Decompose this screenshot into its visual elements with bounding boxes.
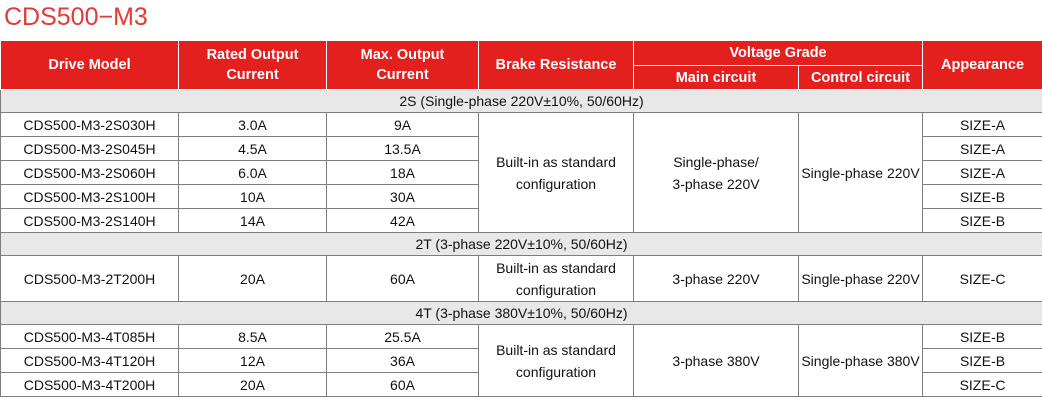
rated-current-cell: 12A bbox=[179, 349, 327, 373]
table-row bbox=[1, 325, 1042, 349]
main-circuit-cell: 3-phase 220V bbox=[634, 256, 799, 302]
max-current-cell: 60A bbox=[327, 373, 479, 397]
drive-model-cell: CDS500-M3-4T120H bbox=[1, 349, 179, 373]
rated-current-cell: 4.5A bbox=[179, 137, 327, 161]
header-rated-output-current: Rated Output Current bbox=[179, 41, 327, 90]
max-current-cell: 18A bbox=[327, 161, 479, 185]
rated-current-cell: 20A bbox=[179, 373, 327, 397]
table-row bbox=[1, 113, 1042, 137]
max-current-cell: 60A bbox=[327, 256, 479, 302]
max-current-cell: 25.5A bbox=[327, 325, 479, 349]
header-max-output-current: Max. Output Current bbox=[327, 41, 479, 90]
appearance-cell: SIZE-B bbox=[923, 209, 1042, 233]
appearance-cell: SIZE-A bbox=[923, 113, 1042, 137]
header-control-circuit: Control circuit bbox=[799, 66, 923, 90]
rated-current-cell: 10A bbox=[179, 185, 327, 209]
max-current-cell: 9A bbox=[327, 113, 479, 137]
rated-current-cell: 3.0A bbox=[179, 113, 327, 137]
section-header-2t: 2T (3-phase 220V±10%, 50/60Hz) bbox=[1, 233, 1042, 256]
appearance-cell: SIZE-A bbox=[923, 137, 1042, 161]
control-circuit-cell: Single-phase 220V bbox=[799, 256, 923, 302]
control-circuit-cell: Single-phase 380V bbox=[799, 325, 923, 397]
drive-model-cell: CDS500-M3-2S140H bbox=[1, 209, 179, 233]
brake-resistance-cell: Built-in as standard configuration bbox=[479, 325, 634, 397]
header-appearance: Appearance bbox=[923, 41, 1042, 90]
appearance-cell: SIZE-B bbox=[923, 185, 1042, 209]
max-current-cell: 30A bbox=[327, 185, 479, 209]
drive-model-cell: CDS500-M3-2S030H bbox=[1, 113, 179, 137]
drive-model-cell: CDS500-M3-2T200H bbox=[1, 256, 179, 302]
appearance-cell: SIZE-B bbox=[923, 325, 1042, 349]
rated-current-cell: 6.0A bbox=[179, 161, 327, 185]
appearance-cell: SIZE-B bbox=[923, 349, 1042, 373]
main-circuit-cell: 3-phase 380V bbox=[634, 325, 799, 397]
brake-resistance-cell: Built-in as standard configuration bbox=[479, 256, 634, 302]
rated-current-cell: 20A bbox=[179, 256, 327, 302]
table-row bbox=[1, 256, 1042, 302]
header-voltage-grade: Voltage Grade bbox=[634, 41, 923, 66]
drive-model-cell: CDS500-M3-2S060H bbox=[1, 161, 179, 185]
appearance-cell: SIZE-C bbox=[923, 256, 1042, 302]
appearance-cell: SIZE-A bbox=[923, 161, 1042, 185]
header-drive-model: Drive Model bbox=[1, 41, 179, 90]
rated-current-cell: 14A bbox=[179, 209, 327, 233]
control-circuit-cell: Single-phase 220V bbox=[799, 113, 923, 233]
brake-resistance-cell: Built-in as standard configuration bbox=[479, 113, 634, 233]
max-current-cell: 13.5A bbox=[327, 137, 479, 161]
header-brake-resistance: Brake Resistance bbox=[479, 41, 634, 90]
max-current-cell: 42A bbox=[327, 209, 479, 233]
section-header-2s: 2S (Single-phase 220V±10%, 50/60Hz) bbox=[1, 90, 1042, 113]
drive-model-cell: CDS500-M3-2S045H bbox=[1, 137, 179, 161]
header-main-circuit: Main circuit bbox=[634, 66, 799, 90]
drive-model-cell: CDS500-M3-2S100H bbox=[1, 185, 179, 209]
appearance-cell: SIZE-C bbox=[923, 373, 1042, 397]
rated-current-cell: 8.5A bbox=[179, 325, 327, 349]
max-current-cell: 36A bbox=[327, 349, 479, 373]
drive-spec-table bbox=[0, 40, 1042, 397]
main-circuit-cell: Single-phase/ 3-phase 220V bbox=[634, 113, 799, 233]
drive-model-cell: CDS500-M3-4T200H bbox=[1, 373, 179, 397]
section-header-4t: 4T (3-phase 380V±10%, 50/60Hz) bbox=[1, 302, 1042, 325]
drive-model-cell: CDS500-M3-4T085H bbox=[1, 325, 179, 349]
page-title: CDS500−M3 bbox=[4, 3, 148, 31]
